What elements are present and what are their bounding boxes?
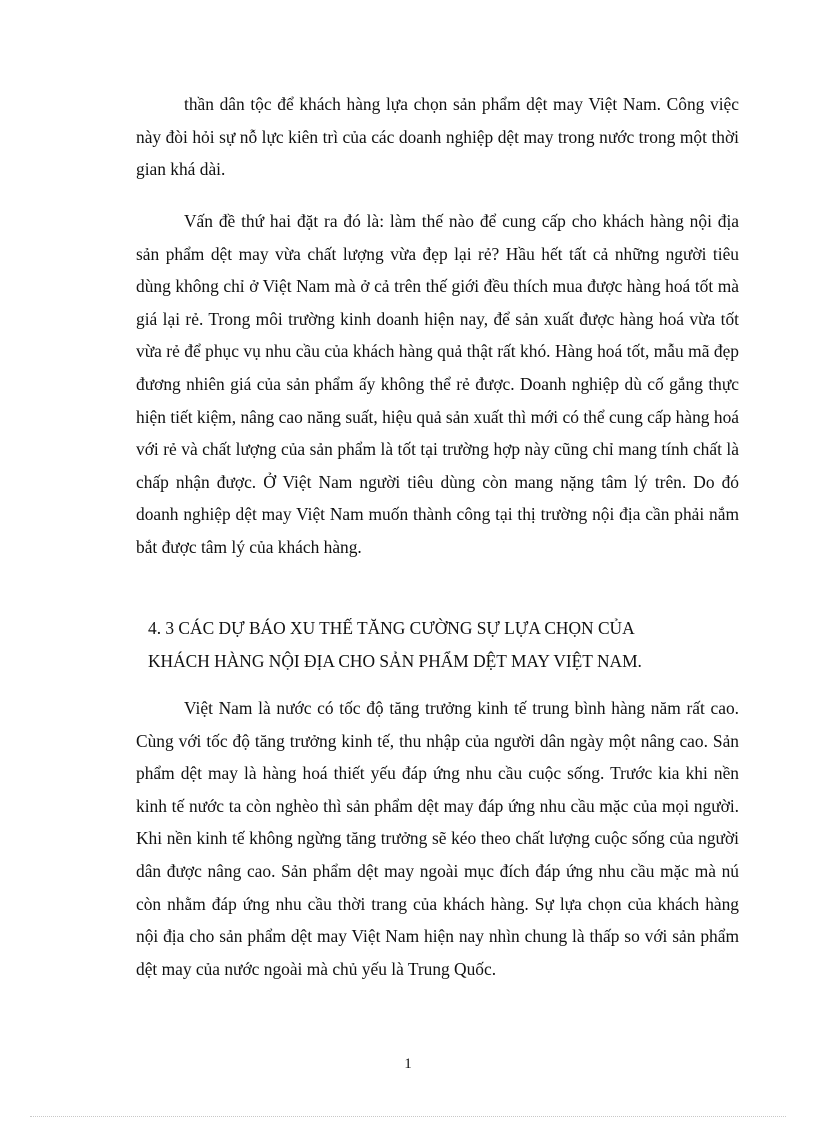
paragraph-forecast: Việt Nam là nước có tốc độ tăng trưởng kinh tế trung bình hàng năm rất cao. Cùng với tốc độ tăng trưởng kinh tế, thu nhập của người dân ngày một nâng cao. Sản phẩm dệt may là hàng hoá thiết yếu đáp ứng nhu cầu cuộc sống. Trước kia khi nền kinh tế nước ta còn nghèo thì sản phẩm dệt may đáp ứng nhu cầu mặc của mọi người. Khi nền kinh tế không ngừng tăng trưởng sẽ kéo theo chất lượng cuộc sống của người dân được nâng cao. Sản phẩm dệt may ngoài mục đích đáp ứng nhu cầu mặc mà nú còn nhằm đáp ứng nhu cầu thời trang của khách hàng. Sự lựa chọn của khách hàng nội địa cho sản phẩm dệt may Việt Nam hiện nay nhìn chung là thấp so với sản phẩm dệt may của nước ngoài mà chủ yếu là Trung Quốc. bbox=[136, 698, 739, 979]
paragraph-second-issue: Vấn đề thứ hai đặt ra đó là: làm thế nào để cung cấp cho khách hàng nội địa sản phẩm dệt may vừa chất lượng vừa đẹp lại rẻ? Hầu hết tất cả những người tiêu dùng không chỉ ở Việt Nam mà ở cả trên thế giới đều thích mua được hàng hoá tốt mà giá lại rẻ. Trong môi trường kinh doanh hiện nay, để sản xuất được hàng hoá vừa tốt vừa rẻ để phục vụ nhu cầu của khách hàng quả thật rất khó. Hàng hoá tốt, mẫu mã đẹp đương nhiên giá của sản phẩm ấy không thể rẻ được. Doanh nghiệp dù cố gắng thực hiện tiết kiệm, nâng cao năng suất, hiệu quả sản xuất thì mới có thể cung cấp hàng hoá với rẻ và chất lượng của sản phẩm là tốt tại trường hợp này cũng chỉ mang tính chất là chấp nhận được. Ở Việt Nam người tiêu dùng còn mang nặng tâm lý trên. Do đó doanh nghiệp dệt may Việt Nam muốn thành công tại thị trường nội địa cần phải nắm bắt được tâm lý của khách hàng. bbox=[136, 211, 739, 557]
section-heading-line-2: KHÁCH HÀNG NỘI ĐỊA CHO SẢN PHẨM DỆT MAY VIỆT NAM. bbox=[148, 650, 642, 671]
section-heading-line-1: 4. 3 CÁC DỰ BÁO XU THẾ TĂNG CƯỜNG SỰ LỰA CHỌN CỦA bbox=[148, 618, 635, 638]
footer-divider bbox=[30, 1116, 786, 1117]
section-heading bbox=[148, 612, 748, 677]
page-number: 1 bbox=[404, 1056, 412, 1072]
paragraph-continuation: thần dân tộc để khách hàng lựa chọn sản phẩm dệt may Việt Nam. Công việc này đòi hỏi sự nỗ lực kiên trì của các doanh nghiệp dệt may trong nước trong một thời gian khá dài. bbox=[136, 94, 739, 180]
